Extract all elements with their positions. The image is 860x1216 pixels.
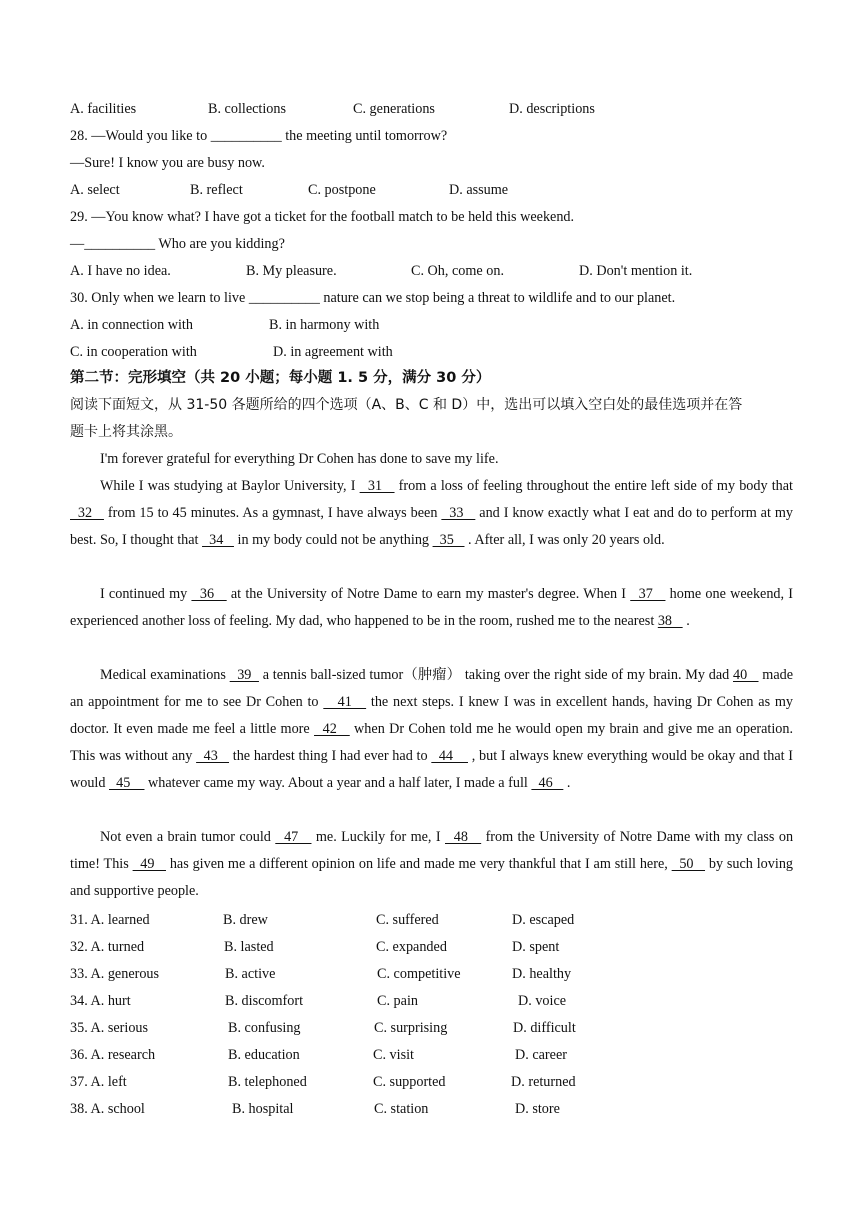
q28-option-d: D. assume bbox=[449, 182, 509, 198]
answer-38-a: 38. A. school bbox=[70, 1101, 145, 1117]
blank-49: 49 bbox=[132, 856, 166, 872]
q27-option-b: B. collections bbox=[208, 101, 287, 117]
answer-34-d: D. voice bbox=[518, 993, 567, 1009]
passage-paragraph-5: Not even a brain tumor could 47 me. Luckily for me, I 48 from the University of Notre Dame with my class on time! This 49 has given me a different opinion on life and made me very thankful that I am still here, 50 by such loving and supportive people. bbox=[70, 829, 794, 899]
blank-32: 32 bbox=[70, 505, 104, 521]
blank-46: 46 bbox=[531, 775, 564, 791]
q30-option-a: A. in connection with bbox=[70, 317, 193, 333]
answer-33-b: B. active bbox=[225, 966, 276, 982]
passage-paragraph-2: While I was studying at Baylor University, I 31 from a loss of feeling throughout the entire left side of my body that 32 from 15 to 45 minutes. As a gymnast, I have always been 33 and I know exactly what I eat and do to perform at my best. So, I thought that 34 in my body could not be anything 35 . After all, I was only 20 years old. bbox=[70, 478, 794, 548]
answer-35-c: C. surprising bbox=[374, 1020, 448, 1036]
blank-36: 36 bbox=[191, 586, 227, 602]
answer-36-b: B. education bbox=[228, 1047, 300, 1063]
answer-31-b: B. drew bbox=[223, 912, 268, 928]
section-instruction-line1: 阅读下面短文，从 31-50 各题所给的四个选项（A、B、C 和 D）中，选出可以填入空白处的最佳选项并在答 bbox=[70, 397, 743, 413]
q28-stem: 28. —Would you like to __________ the meeting until tomorrow? bbox=[70, 128, 448, 144]
q30-option-b: B. in harmony with bbox=[269, 317, 380, 333]
q27-option-d: D. descriptions bbox=[509, 101, 595, 117]
q29-option-a: A. I have no idea. bbox=[70, 263, 171, 279]
answer-32-b: B. lasted bbox=[224, 939, 274, 955]
q29-option-b: B. My pleasure. bbox=[246, 263, 337, 279]
blank-38: 38 bbox=[657, 613, 683, 629]
blank-50: 50 bbox=[671, 856, 706, 872]
q29-stem: 29. —You know what? I have got a ticket for the football match to be held this weekend. bbox=[70, 209, 575, 225]
q28-reply: —Sure! I know you are busy now. bbox=[70, 155, 265, 171]
answer-33-d: D. healthy bbox=[512, 966, 572, 982]
answer-32-a: 32. A. turned bbox=[70, 939, 145, 955]
passage-paragraph-3: I continued my 36 at the University of Notre Dame to earn my master's degree. When I 37 home one weekend, I experienced another loss of feeling. My dad, who happened to be in the room, rushed me to the nearest 38 . bbox=[70, 586, 793, 629]
blank-34: 34 bbox=[202, 532, 234, 548]
passage-paragraph-1: I'm forever grateful for everything Dr Cohen has done to save my life. bbox=[100, 451, 499, 467]
blank-39: 39 bbox=[229, 667, 259, 683]
answer-37-a: 37. A. left bbox=[70, 1074, 127, 1090]
answer-33-a: 33. A. generous bbox=[70, 966, 160, 982]
answer-35-d: D. difficult bbox=[513, 1020, 576, 1036]
answer-34-a: 34. A. hurt bbox=[70, 993, 131, 1009]
answer-34-b: B. discomfort bbox=[225, 993, 304, 1009]
blank-44: 44 bbox=[431, 748, 468, 764]
blank-35: 35 bbox=[432, 532, 465, 548]
blank-42: 42 bbox=[314, 721, 350, 737]
answer-34-c: C. pain bbox=[377, 993, 418, 1009]
answer-36-d: D. career bbox=[515, 1047, 567, 1063]
q30-option-d: D. in agreement with bbox=[273, 344, 393, 360]
q28-option-c: C. postpone bbox=[308, 182, 376, 198]
blank-48: 48 bbox=[445, 829, 482, 845]
q29-option-d: D. Don't mention it. bbox=[579, 263, 693, 279]
answer-37-b: B. telephoned bbox=[228, 1074, 307, 1090]
blank-41: 41 bbox=[323, 694, 367, 710]
answer-32-c: C. expanded bbox=[376, 939, 447, 955]
q29-option-c: C. Oh, come on. bbox=[411, 263, 504, 279]
section-heading: 第二节：完形填空（共 20 小题；每小题 1. 5 分，满分 30 分） bbox=[70, 370, 491, 386]
answer-38-d: D. store bbox=[515, 1101, 560, 1117]
section-instruction-line2: 题卡上将其涂黑。 bbox=[70, 424, 182, 440]
answer-38-b: B. hospital bbox=[232, 1101, 294, 1117]
answer-37-c: C. supported bbox=[373, 1074, 446, 1090]
passage-paragraph-4: Medical examinations 39 a tennis ball-sized tumor（肿瘤） taking over the right side of my brain. My dad 40 made an appointment for me to see Dr Cohen to 41 the next steps. I knew I was in excellent hands, having Dr Cohen as my doctor. It even made me feel a little more 42 when Dr Cohen told me he would open my brain and give me an operation. This was without any 43 the hardest thing I had ever had to 44 , but I always knew everything would be okay and that I would 45 whatever came my way. About a year and a half later, I made a full 46 . bbox=[70, 667, 794, 791]
blank-37: 37 bbox=[630, 586, 666, 602]
answer-32-d: D. spent bbox=[512, 939, 560, 955]
q27-option-c: C. generations bbox=[353, 101, 435, 117]
answer-35-a: 35. A. serious bbox=[70, 1020, 149, 1036]
q30-option-c: C. in cooperation with bbox=[70, 344, 197, 360]
blank-31: 31 bbox=[359, 478, 395, 494]
q27-option-a: A. facilities bbox=[70, 101, 137, 117]
answer-36-c: C. visit bbox=[373, 1047, 414, 1063]
answer-36-a: 36. A. research bbox=[70, 1047, 156, 1063]
answer-38-c: C. station bbox=[374, 1101, 429, 1117]
answer-37-d: D. returned bbox=[511, 1074, 576, 1090]
q29-reply: —__________ Who are you kidding? bbox=[70, 236, 285, 252]
answer-35-b: B. confusing bbox=[228, 1020, 301, 1036]
answer-31-d: D. escaped bbox=[512, 912, 575, 928]
q28-option-a: A. select bbox=[70, 182, 120, 198]
blank-33: 33 bbox=[441, 505, 476, 521]
answer-33-c: C. competitive bbox=[377, 966, 461, 982]
blank-40: 40 bbox=[733, 667, 759, 683]
blank-43: 43 bbox=[196, 748, 230, 764]
answer-31-a: 31. A. learned bbox=[70, 912, 150, 928]
blank-47: 47 bbox=[275, 829, 312, 845]
blank-45: 45 bbox=[109, 775, 145, 791]
answer-31-c: C. suffered bbox=[376, 912, 439, 928]
q30-stem: 30. Only when we learn to live __________ nature can we stop being a threat to wildlife and to our planet. bbox=[70, 290, 676, 306]
q28-option-b: B. reflect bbox=[190, 182, 243, 198]
